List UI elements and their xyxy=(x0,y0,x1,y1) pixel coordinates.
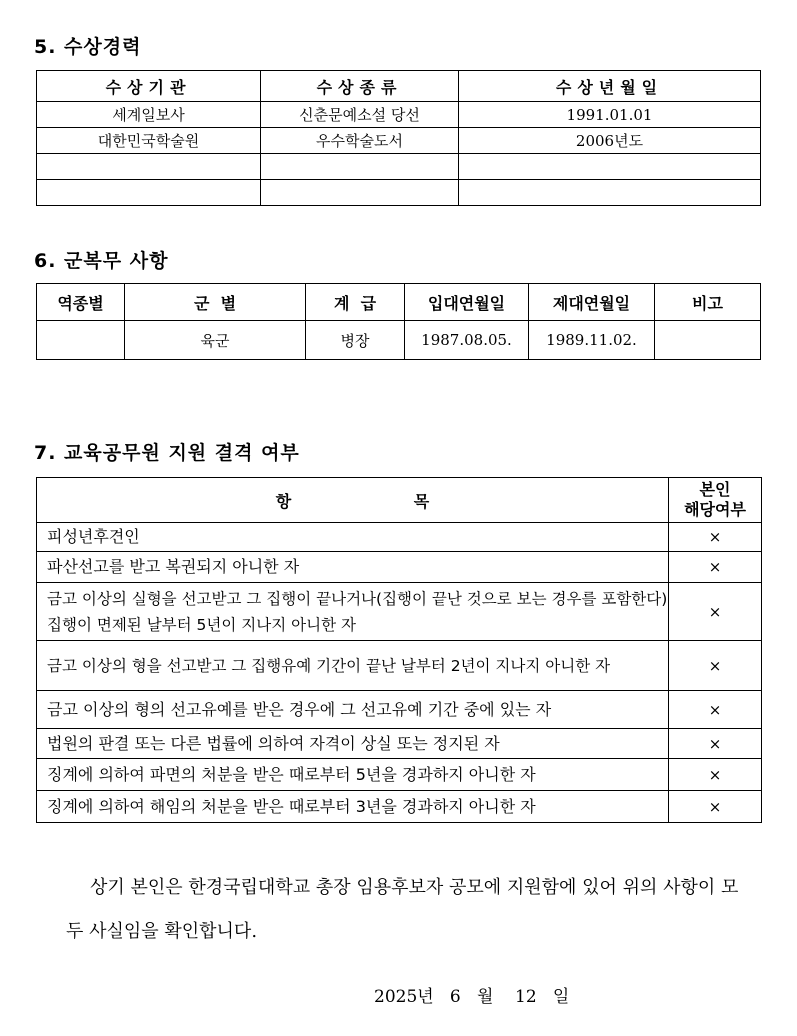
table-row xyxy=(37,523,762,552)
award-type: 신춘문예소설 당선 xyxy=(261,102,459,128)
award-org: 대한민국학술원 xyxy=(37,128,261,154)
eligibility-mark: × xyxy=(669,523,762,552)
table-row xyxy=(37,154,761,180)
eligibility-mark: × xyxy=(669,691,762,729)
eligibility-item: 피성년후견인 xyxy=(37,523,669,552)
table-row xyxy=(37,583,762,641)
military-rank: 병장 xyxy=(306,321,405,360)
signature-date xyxy=(374,982,569,1007)
award-org xyxy=(37,154,261,180)
award-date xyxy=(459,154,761,180)
military-table xyxy=(36,283,761,360)
military-note xyxy=(655,321,761,360)
table-row xyxy=(37,641,762,691)
eligibility-item: 법원의 판결 또는 다른 법률에 의하여 자격이 상실 또는 정지된 자 xyxy=(37,729,669,759)
military-header-branch: 군 별 xyxy=(125,284,306,321)
table-row xyxy=(37,759,762,791)
eligibility-item: 금고 이상의 실형을 선고받고 그 집행이 끝나거나(집행이 끝난 것으로 보는 경우를 포함한다) 집행이 면제된 날부터 5년이 지나지 아니한 자 xyxy=(37,583,669,641)
eligibility-item: 파산선고를 받고 복권되지 아니한 자 xyxy=(37,552,669,583)
award-type xyxy=(261,180,459,206)
eligibility-mark: × xyxy=(669,729,762,759)
date-year: 2025년 xyxy=(374,987,434,1007)
award-date: 1991.01.01 xyxy=(459,102,761,128)
table-row xyxy=(37,102,761,128)
military-category xyxy=(37,321,125,360)
military-branch: 육군 xyxy=(125,321,306,360)
eligibility-mark: × xyxy=(669,641,762,691)
awards-header-type: 수상종류 xyxy=(261,71,459,102)
eligibility-mark: × xyxy=(669,759,762,791)
awards-header-date: 수상년월일 xyxy=(459,71,761,102)
table-row xyxy=(37,552,762,583)
eligibility-item: 금고 이상의 형을 선고받고 그 집행유예 기간이 끝난 날부터 2년이 지나지 아니한 자 xyxy=(37,641,669,691)
table-row xyxy=(37,729,762,759)
award-type xyxy=(261,154,459,180)
military-section-title: 6. 군복무 사항 xyxy=(34,250,169,272)
military-header-rank: 계 급 xyxy=(306,284,405,321)
date-day: 12 xyxy=(515,987,537,1007)
eligibility-mark: × xyxy=(669,552,762,583)
table-row xyxy=(37,321,761,360)
date-day-unit: 일 xyxy=(552,987,570,1007)
award-date xyxy=(459,180,761,206)
table-row xyxy=(37,691,762,729)
military-header-discharge-date: 제대연월일 xyxy=(529,284,655,321)
eligibility-mark: × xyxy=(669,791,762,823)
eligibility-header-check xyxy=(669,478,762,523)
date-month-unit: 월 xyxy=(476,987,494,1007)
awards-header-row xyxy=(37,71,761,102)
award-org xyxy=(37,180,261,206)
eligibility-item: 징계에 의하여 해임의 처분을 받은 때로부터 3년을 경과하지 아니한 자 xyxy=(37,791,669,823)
award-date: 2006년도 xyxy=(459,128,761,154)
awards-header-org: 수상기관 xyxy=(37,71,261,102)
eligibility-table xyxy=(36,477,762,823)
award-org: 세계일보사 xyxy=(37,102,261,128)
eligibility-header-check-line2: 해당여부 xyxy=(684,500,746,519)
awards-table xyxy=(36,70,761,206)
eligibility-header-row xyxy=(37,478,762,523)
table-row xyxy=(37,791,762,823)
eligibility-item: 징계에 의하여 파면의 처분을 받은 때로부터 5년을 경과하지 아니한 자 xyxy=(37,759,669,791)
eligibility-mark: × xyxy=(669,583,762,641)
table-row xyxy=(37,180,761,206)
date-month: 6 xyxy=(449,987,461,1007)
eligibility-header-item: 항 목 xyxy=(37,478,669,523)
military-header-note: 비고 xyxy=(655,284,761,321)
military-header-row xyxy=(37,284,761,321)
eligibility-header-check-line1: 본인 xyxy=(699,480,731,499)
military-header-category: 역종별 xyxy=(37,284,125,321)
military-enlist-date: 1987.08.05. xyxy=(405,321,529,360)
table-row xyxy=(37,128,761,154)
eligibility-section-title: 7. 교육공무원 지원 결격 여부 xyxy=(34,442,300,464)
military-discharge-date: 1989.11.02. xyxy=(529,321,655,360)
military-header-enlist-date: 입대연월일 xyxy=(405,284,529,321)
award-type: 우수학술도서 xyxy=(261,128,459,154)
confirmation-statement: 상기 본인은 한경국립대학교 총장 임용후보자 공모에 지원함에 있어 위의 사항이 모두 사실임을 확인합니다. xyxy=(66,877,739,942)
eligibility-item: 금고 이상의 형의 선고유예를 받은 경우에 그 선고유예 기간 중에 있는 자 xyxy=(37,691,669,729)
awards-section-title: 5. 수상경력 xyxy=(34,36,142,58)
